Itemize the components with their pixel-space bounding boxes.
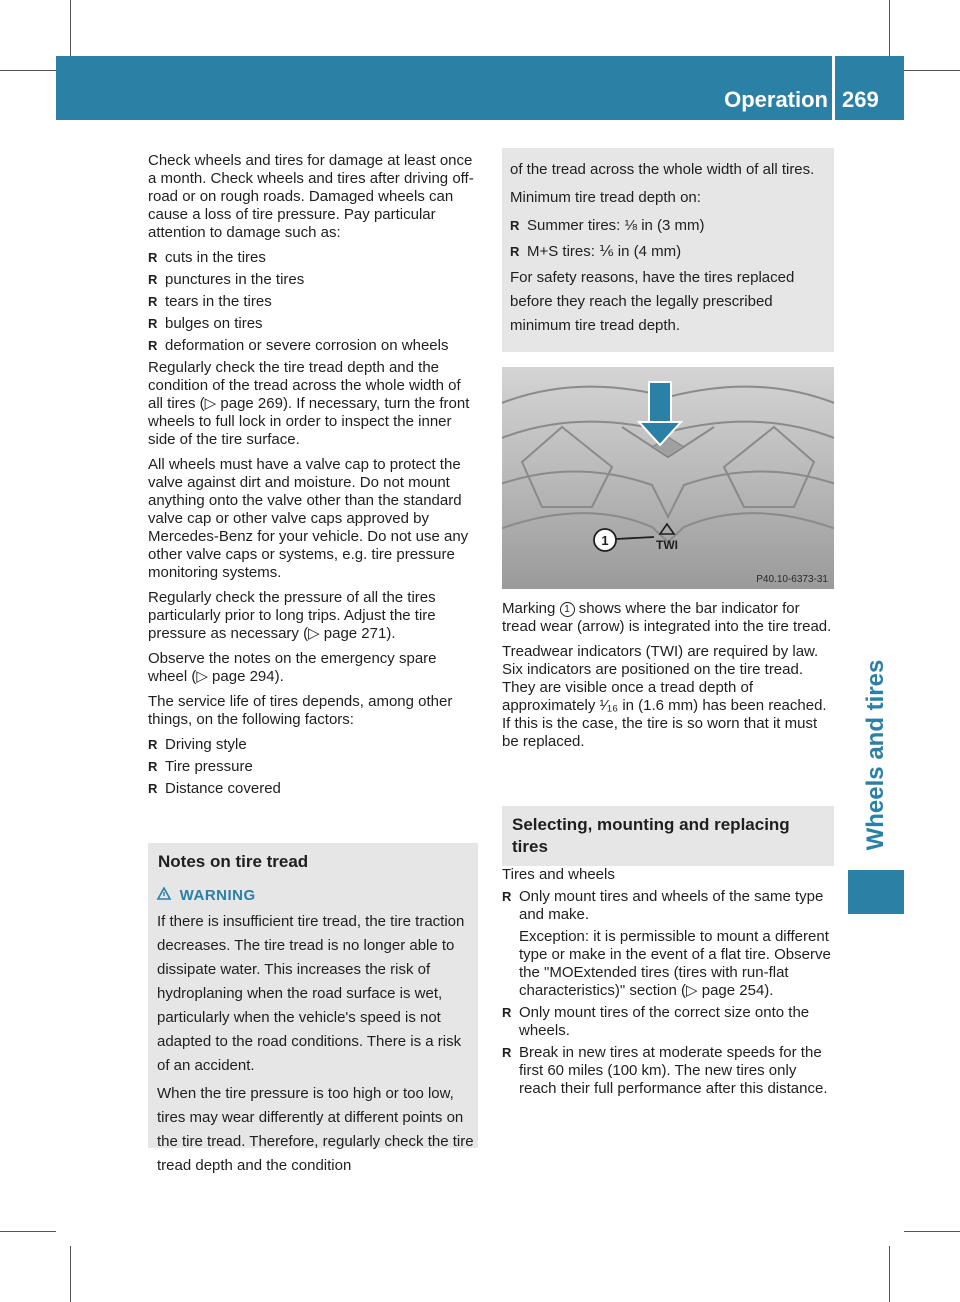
intro-paragraph: Check wheels and tires for damage at least once a month. Check wheels and tires after driving off-road or on rough roads. Damaged wheels can cause a loss of tire pressure. Pay particular attention to damage such as: — [148, 152, 474, 241]
left-column — [148, 152, 478, 802]
safety-paragraph: For safety reasons, have the tires replaced before they reach the legally prescribed minimum tire tread depth. — [510, 269, 795, 334]
chapter-marker-block — [848, 870, 904, 914]
tire-tread-figure — [502, 367, 834, 589]
crop-mark — [904, 1231, 960, 1232]
chapter-tab — [848, 655, 904, 855]
valve-paragraph: All wheels must have a valve cap to protect the valve against dirt and moisture. Do not mount anything onto the valve other than the standard valve cap or other valve caps approved by Mercedes-Benz for your vehicle. Do not use any other valve caps or systems, e.g. tire pressure monitoring systems. — [148, 456, 469, 581]
list-item: R Break in new tires at moderate speeds for the first 60 miles (100 km). The new tires only reach their full performance after this distance. — [502, 1044, 834, 1098]
crop-mark — [70, 1246, 71, 1302]
crop-mark — [889, 1246, 890, 1302]
list-item: R bulges on tires — [148, 315, 478, 333]
crop-mark — [889, 0, 890, 56]
marker-callout: 1 — [560, 602, 575, 617]
tires-wheels-subheading: Tires and wheels — [502, 866, 615, 883]
warning-triangle-icon — [157, 884, 175, 908]
crop-mark — [0, 70, 56, 71]
notes-section-heading: Notes on tire tread — [148, 843, 478, 881]
twi-paragraph: Treadwear indicators (TWI) are required by law. Six indicators are positioned on the tire tread. They are visible once a tread depth of approximately ¹⁄₁₆ in (1.6 mm) has been reached. If this is the case, the tire is so worn that it must be replaced. — [502, 643, 827, 750]
list-item: R Tire pressure — [148, 758, 478, 776]
min-depth-label: Minimum tire tread depth on: — [510, 189, 701, 206]
tire-tread-illustration — [502, 367, 834, 589]
list-item: R punctures in the tires — [148, 271, 478, 289]
spare-wheel-paragraph: Observe the notes on the emergency spare wheel (▷ page 294). — [148, 650, 437, 685]
warning-continuation-box — [502, 148, 834, 352]
marking-paragraph — [502, 600, 834, 636]
crop-mark — [0, 1231, 56, 1232]
warning-paragraph: When the tire pressure is too high or too low, tires may wear differently at different points on the tire tread. Therefore, regularly check the tire tread depth and the condition — [157, 1085, 474, 1174]
figure-code: P40.10-6373-31 — [756, 574, 828, 585]
marking-text: shows where the bar indicator for tread wear (arrow) is integrated into the tire tread. — [502, 600, 832, 635]
list-item: R Driving style — [148, 736, 478, 754]
selecting-section-heading: Selecting, mounting and replacing tires — [502, 806, 834, 866]
list-item: R deformation or severe corrosion on wheels — [148, 337, 478, 355]
list-item: R Only mount tires of the correct size onto the wheels. — [502, 1004, 834, 1040]
crop-mark — [904, 70, 960, 71]
service-life-paragraph: The service life of tires depends, among other things, on the following factors: — [148, 693, 453, 728]
exception-paragraph: Exception: it is permissible to mount a different type or make in the event of a flat tire. Observe the "MOExtended tires (tires with run-flat characteristics)" section (▷ page 254). — [519, 928, 831, 999]
warning-continuation-paragraph: of the tread across the whole width of all tires. — [510, 161, 815, 178]
warning-title-row — [157, 884, 475, 908]
section-title: Operation — [724, 87, 828, 112]
twi-label: TWI — [656, 538, 678, 552]
warning-paragraph: If there is insufficient tire tread, the tire traction decreases. The tire tread is no longer able to dissipate water. This increases the risk of hydroplaning when the road surface is wet, particularly when the vehicle's speed is not adapted to the road conditions. There is a risk of an accident. — [157, 913, 465, 1074]
right-column — [502, 600, 834, 758]
crop-mark — [70, 0, 71, 56]
marking-prefix: Marking — [502, 600, 556, 617]
selecting-section-body — [502, 866, 834, 1102]
tread-check-paragraph: Regularly check the tire tread depth and the condition of the tread across the whole width of all tires (▷ page 269). If necessary, turn the front wheels to full lock in order to inspect the inner side of the tire surface. — [148, 359, 470, 448]
list-item: R Summer tires: ⅛ in (3 mm) — [510, 214, 828, 238]
list-item: R tears in the tires — [148, 293, 478, 311]
pressure-paragraph: Regularly check the pressure of all the tires particularly prior to long trips. Adjust the tire pressure as necessary (▷ page 271). — [148, 589, 436, 642]
list-item: R Only mount tires and wheels of the same type and make. — [502, 888, 834, 924]
header-divider — [832, 56, 835, 120]
page-number: 269 — [842, 87, 879, 112]
list-item: R cuts in the tires — [148, 249, 478, 267]
warning-box — [148, 878, 478, 1174]
list-item: R M+S tires: ⅙ in (4 mm) — [510, 240, 828, 264]
list-item: R Distance covered — [148, 780, 478, 798]
warning-title: WARNING — [179, 887, 256, 904]
chapter-tab-label: Wheels and tires — [862, 659, 889, 851]
figure-marker-number: 1 — [601, 533, 609, 548]
